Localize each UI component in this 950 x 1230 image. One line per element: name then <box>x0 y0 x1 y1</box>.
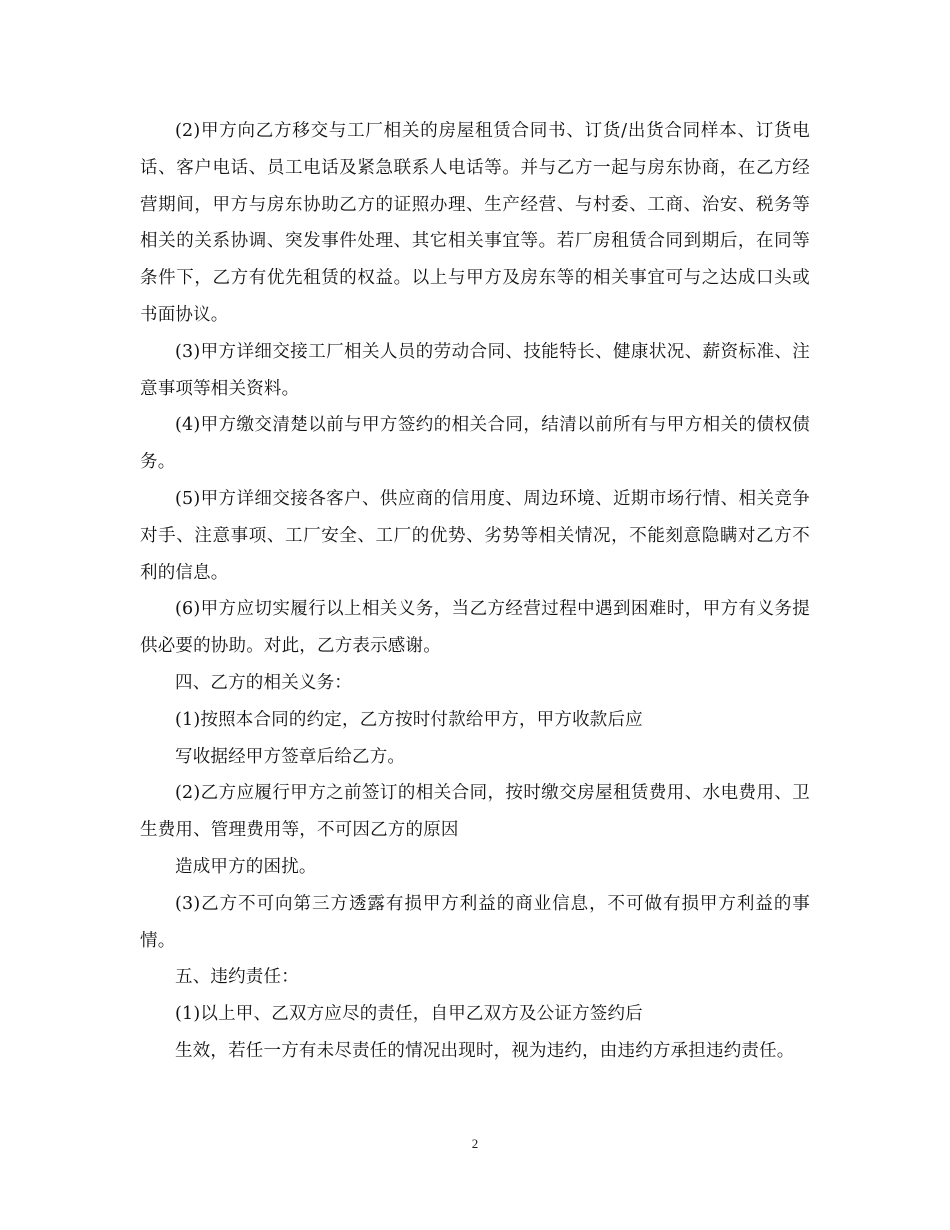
paragraph-3-staff: (3)甲方详细交接工厂相关人员的劳动合同、技能特长、健康状况、薪资标准、注意事项等相关资料。 <box>140 341 810 399</box>
paragraph-c1-effect: 生效，若任一方有未尽责任的情况出现时，视为违约，由违约方承担违约责任。 <box>175 1040 795 1061</box>
paragraph-2-transfer: (2)甲方向乙方移交与工厂相关的房屋租赁合同书、订货/出货合同样本、订货电话、客户电话、员工电话及紧急联系人电话等。并与乙方一起与房东协商，在乙方经营期间，甲方与房东协助乙方的证照办理、生产经营、与村委、工商、治安、税务等相关的关系协调、突发事件处理、其它相关事宜等。若厂房租赁合同到期后，在同等条件下，乙方有优先租赁的权益。以上与甲方及房东等的相关事宜可与之达成口头或书面协议。 <box>140 121 810 325</box>
paragraph-5-customers: (5)甲方详细交接各客户、供应商的信用度、周边环境、近期市场行情、相关竞争对手、注意事项、工厂安全、工厂的优势、劣势等相关情况，不能刻意隐瞒对乙方不利的信息。 <box>140 488 810 583</box>
paragraph-c1-responsibility: (1)以上甲、乙双方应尽的责任，自甲乙双方及公证方签约后 <box>175 1004 643 1025</box>
paragraph-b2-fees: (2)乙方应履行甲方之前签订的相关合同，按时缴交房屋租赁费用、水电费用、卫生费用、管理费用等，不可因乙方的原因 <box>140 783 810 841</box>
paragraph-b3-confidential: (3)乙方不可向第三方透露有损甲方利益的商业信息，不可做有损甲方利益的事情。 <box>140 893 810 951</box>
paragraph-b1-payment: (1)按照本合同的约定，乙方按时付款给甲方，甲方收款后应 <box>175 709 643 730</box>
paragraph-6-obligations: (6)甲方应切实履行以上相关义务，当乙方经营过程中遇到困难时，甲方有义务提供必要的协助。对此，乙方表示感谢。 <box>140 599 810 657</box>
section-heading-4: 四、乙方的相关义务： <box>175 672 352 693</box>
paragraph-b2-trouble: 造成甲方的困扰。 <box>175 856 317 877</box>
paragraph-b1-receipt: 写收据经甲方签章后给乙方。 <box>175 746 406 767</box>
page-number: 2 <box>471 1136 479 1151</box>
document-body <box>140 113 810 1070</box>
paragraph-4-contracts: (4)甲方缴交清楚以前与甲方签约的相关合同，结清以前所有与甲方相关的债权债务。 <box>140 415 810 473</box>
section-heading-5: 五、违约责任： <box>175 967 299 988</box>
